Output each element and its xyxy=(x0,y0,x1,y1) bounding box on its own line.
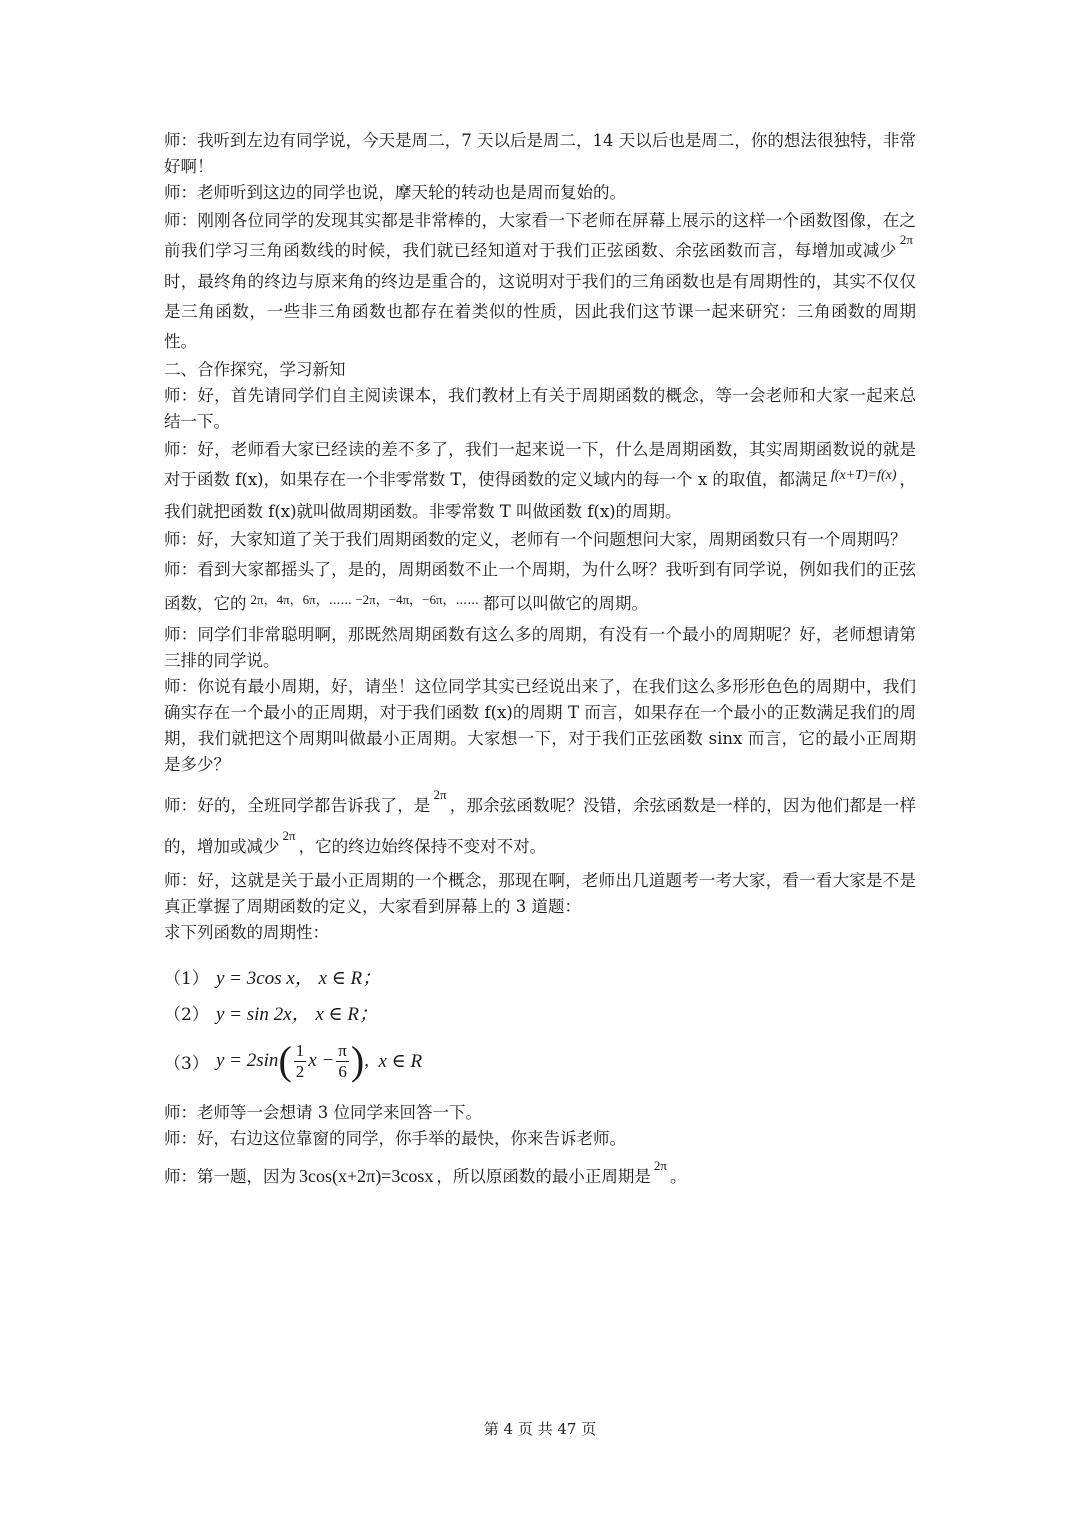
paragraph: 师：好，大家知道了关于我们周期函数的定义，老师有一个问题想问大家，周期函数只有一个周期吗？ xyxy=(164,530,907,549)
paragraph: 师：好，这就是关于最小正周期的一个概念，那现在啊，老师出几道题考一考大家，看一看大家是不是真正掌握了周期函数的定义，大家看到屏幕上的 3 道题： xyxy=(164,871,916,916)
paragraph: 师：好，首先请同学们自主阅读课本，我们教材上有关于周期函数的概念，等一会老师和大家一起来总结一下。 xyxy=(164,386,916,431)
paragraph: 师：好的，全班同学都告诉我了，是$^{2\pi}$，那余弦函数呢？没错，余弦函数是一样的，因为他们都是一样的，增加或减少$^{2\pi}$，它的终边始终保持不变对不对。 xyxy=(164,787,917,856)
paragraph: 师：老师等一会想请 3 位同学来回答一下。 xyxy=(164,1103,482,1122)
paragraph: 师：你说有最小周期，好，请坐！这位同学其实已经说出来了，在我们这么多形形色色的周期中，我们确实存在一个最小的正周期，对于我们函数 f(x)的周期 T 而言，如果存在一个最小的正数满足我们的周期，我们就把这个周期叫做最小正周期。大家想一下，对于我们正弦函数 sinx 而言，它的最小正周期是多少？ xyxy=(164,677,916,774)
problem-item: （3） y = 2sin ( $\frac{1}{2}$ x − $\frac{\pi}{6}$ ) , x ∈ R xyxy=(164,1038,423,1083)
paragraph: 师：好，老师看大家已经读的差不多了，我们一起来说一下，什么是周期函数，其实周期函数说的就是对于函数 f(x)，如果存在一个非零常数 T，使得函数的定义域内的每一个 x 的取值，都满足 $^{f(x+T)=f(x)}$ ，我们就把函数 f(x)就叫做周期函数。非零常数 T 叫做函数 f(x)的周期。 xyxy=(164,440,917,521)
math-equation: 3cos(x+2π)=3cosx xyxy=(299,1166,434,1186)
paragraph: 师：同学们非常聪明啊，那既然周期函数有这么多的周期，有没有一个最小的周期呢？好，老师想请第三排的同学说。 xyxy=(164,625,916,670)
math-2pi: 2π xyxy=(433,787,447,802)
problem-list xyxy=(164,958,916,1092)
paragraph: 师：第一题，因为 3cos(x+2π)=3cosx ，所以原函数的最小正周期是$^{2\pi}$。 xyxy=(164,1158,687,1186)
math-2pi: 2π xyxy=(899,232,913,247)
document-page xyxy=(164,128,916,1198)
math-periodic-definition: f(x+T)=f(x) xyxy=(830,468,897,483)
section-heading: 二、合作探究，学习新知 xyxy=(164,360,346,379)
math-2pi: 2π xyxy=(653,1158,667,1173)
math-2pi: 2π xyxy=(282,828,296,843)
problem-item: （2） y = sin 2x， x ∈ R； xyxy=(164,1003,378,1025)
paragraph: 师：刚刚各位同学的发现其实都是非常棒的，大家看一下老师在屏幕上展示的这样一个函数图像，在之前我们学习三角函数线的时候，我们就已经知道对于我们正弦函数、余弦函数而言，每增加或减少$^{2\pi}$时，最终角的终边与原来角的终边是重合的，这说明对于我们的三角函数也是有周期性的，其实不仅仅是三角函数，一些非三角函数也都存在着类似的性质，因此我们这节课一起来研究：三角函数的周期性。 xyxy=(164,211,916,351)
paragraph: 师：老师听到这边的同学也说，摩天轮的转动也是周而复始的。 xyxy=(164,183,626,202)
paragraph: 师：好，右边这位靠窗的同学，你手举的最快，你来告诉老师。 xyxy=(164,1129,626,1148)
problem-item: （1） y = 3cos x， x ∈ R； xyxy=(164,967,382,989)
page-footer: 第 4 页 共 47 页 xyxy=(483,1420,597,1438)
paragraph: 师：我听到左边有同学说，今天是周二，7 天以后是周二，14 天以后也是周二，你的想法很独特，非常好啊！ xyxy=(164,131,916,176)
paragraph: 师：看到大家都摇头了，是的，周期函数不止一个周期，为什么呀？我听到有同学说，例如我们的正弦函数，它的 $^{2\pi,4\pi,6\pi,\cdots\cdots -2\pi,-4\pi,-6\pi,\cdots\cdots}$ 都可以叫做它的周期。 xyxy=(164,560,916,613)
math-period-list: 2π，4π，6π，⋯⋯ −2π，−4π，−6π，⋯⋯ xyxy=(250,592,479,607)
paragraph: 求下列函数的周期性： xyxy=(164,923,329,942)
